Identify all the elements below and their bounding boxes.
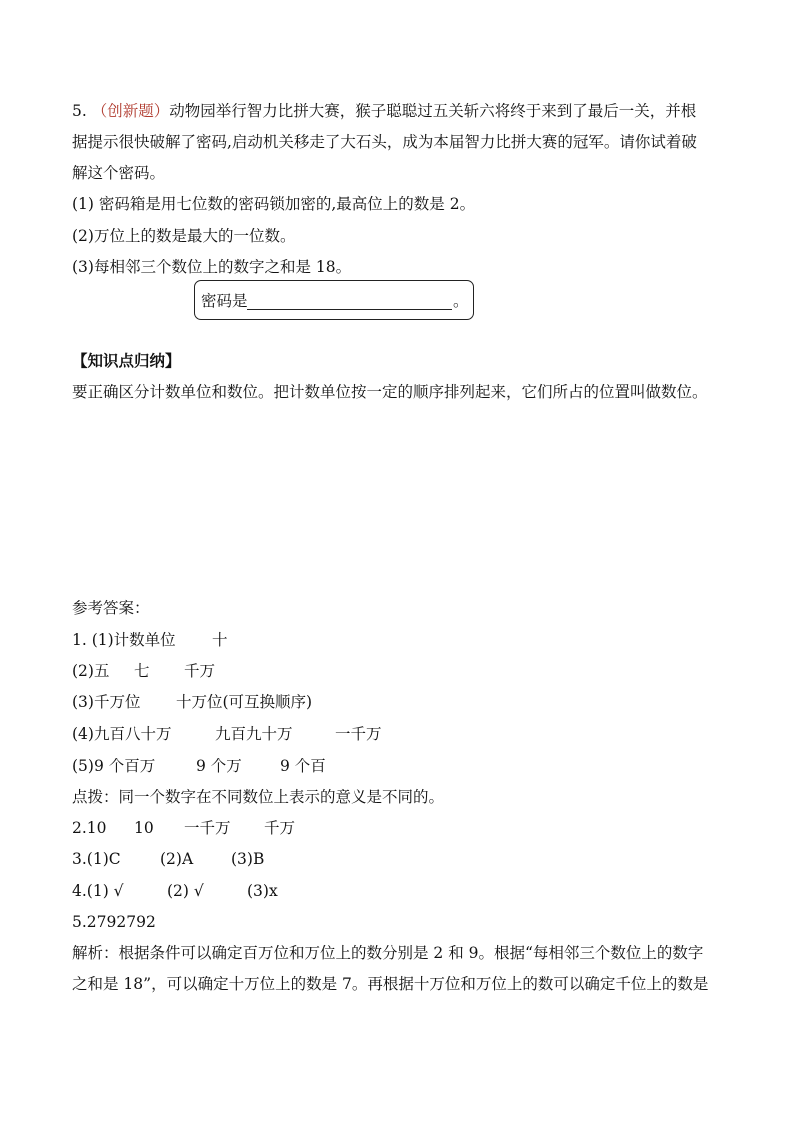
answer-1-4 [72, 723, 382, 745]
answer-cell: 9 个百 [280, 757, 326, 775]
analysis-line-2: 之和是 18”，可以确定十万位上的数是 7。再根据十万位和万位上的数可以确定千位上的数是 [72, 975, 709, 993]
question-5-line-3: 解这个密码。 [72, 164, 166, 182]
answer-cell: 10 [134, 819, 154, 837]
knowledge-heading: 【知识点归纳】 [72, 351, 181, 370]
answer-1-1 [72, 629, 228, 651]
answer-cell: (3)x [247, 882, 278, 900]
clue-1: (1) 密码箱是用七位数的密码锁加密的,最高位上的数是 2。 [72, 195, 476, 213]
question-5-line-2: 据提示很快破解了密码,启动机关移走了大石头，成为本届智力比拼大赛的冠军。请你试着破 [72, 133, 697, 151]
answer-cell: 十万位(可互换顺序) [176, 693, 313, 711]
answer-cell: (2) √ [167, 882, 204, 900]
answer-1-3 [72, 691, 312, 713]
answer-cell: 1. (1)计数单位 [72, 631, 176, 649]
answer-1-2 [72, 660, 215, 682]
answer-cell: 4.(1) √ [72, 882, 124, 900]
question-text-1: 动物园举行智力比拼大赛，猴子聪聪过五关斩六将终于来到了最后一关，并根 [169, 102, 697, 120]
answer-3 [72, 848, 264, 870]
question-number: 5. [72, 102, 87, 120]
answer-5: 5.2792792 [72, 913, 156, 931]
answer-2 [72, 817, 295, 839]
password-end-mark: 。 [453, 292, 469, 310]
question-tag: （创新题） [91, 102, 170, 120]
answer-cell: (3)B [231, 850, 265, 868]
answer-cell: 九百九十万 [215, 725, 293, 743]
answer-cell: 一千万 [184, 819, 231, 837]
answer-cell: (3)千万位 [72, 693, 141, 711]
answer-cell: 9 个万 [196, 757, 242, 775]
password-blank[interactable] [247, 293, 452, 310]
answer-cell: 千万 [264, 819, 296, 837]
answer-cell: 一千万 [335, 725, 382, 743]
clue-3: (3)每相邻三个数位上的数字之和是 18。 [72, 258, 352, 276]
analysis-line-1: 解析：根据条件可以确定百万位和万位上的数分别是 2 和 9。根据“每相邻三个数位上的数字 [72, 944, 704, 962]
answer-cell: 2.10 [72, 819, 107, 837]
answer-cell: (4)九百八十万 [72, 725, 172, 743]
answers-heading: 参考答案： [72, 599, 150, 617]
knowledge-text: 要正确区分计数单位和数位。把计数单位按一定的顺序排列起来，它们所占的位置叫做数位。 [72, 383, 708, 401]
answer-1-tip: 点拨：同一个数字在不同数位上表示的意义是不同的。 [72, 788, 445, 806]
question-5-line-1 [72, 100, 696, 122]
answer-cell: (2)五 [72, 662, 110, 680]
answer-cell: 十 [212, 631, 228, 649]
answer-cell: (5)9 个百万 [72, 757, 156, 775]
answer-cell: 七 [134, 662, 150, 680]
clue-2: (2)万位上的数是最大的一位数。 [72, 227, 296, 245]
answer-cell: 千万 [184, 662, 216, 680]
answer-cell: 3.(1)C [72, 850, 121, 868]
password-answer-box [194, 280, 474, 320]
password-label: 密码是 [201, 292, 248, 310]
answer-1-5 [72, 755, 326, 777]
answer-cell: (2)A [160, 850, 194, 868]
answer-4 [72, 880, 278, 902]
